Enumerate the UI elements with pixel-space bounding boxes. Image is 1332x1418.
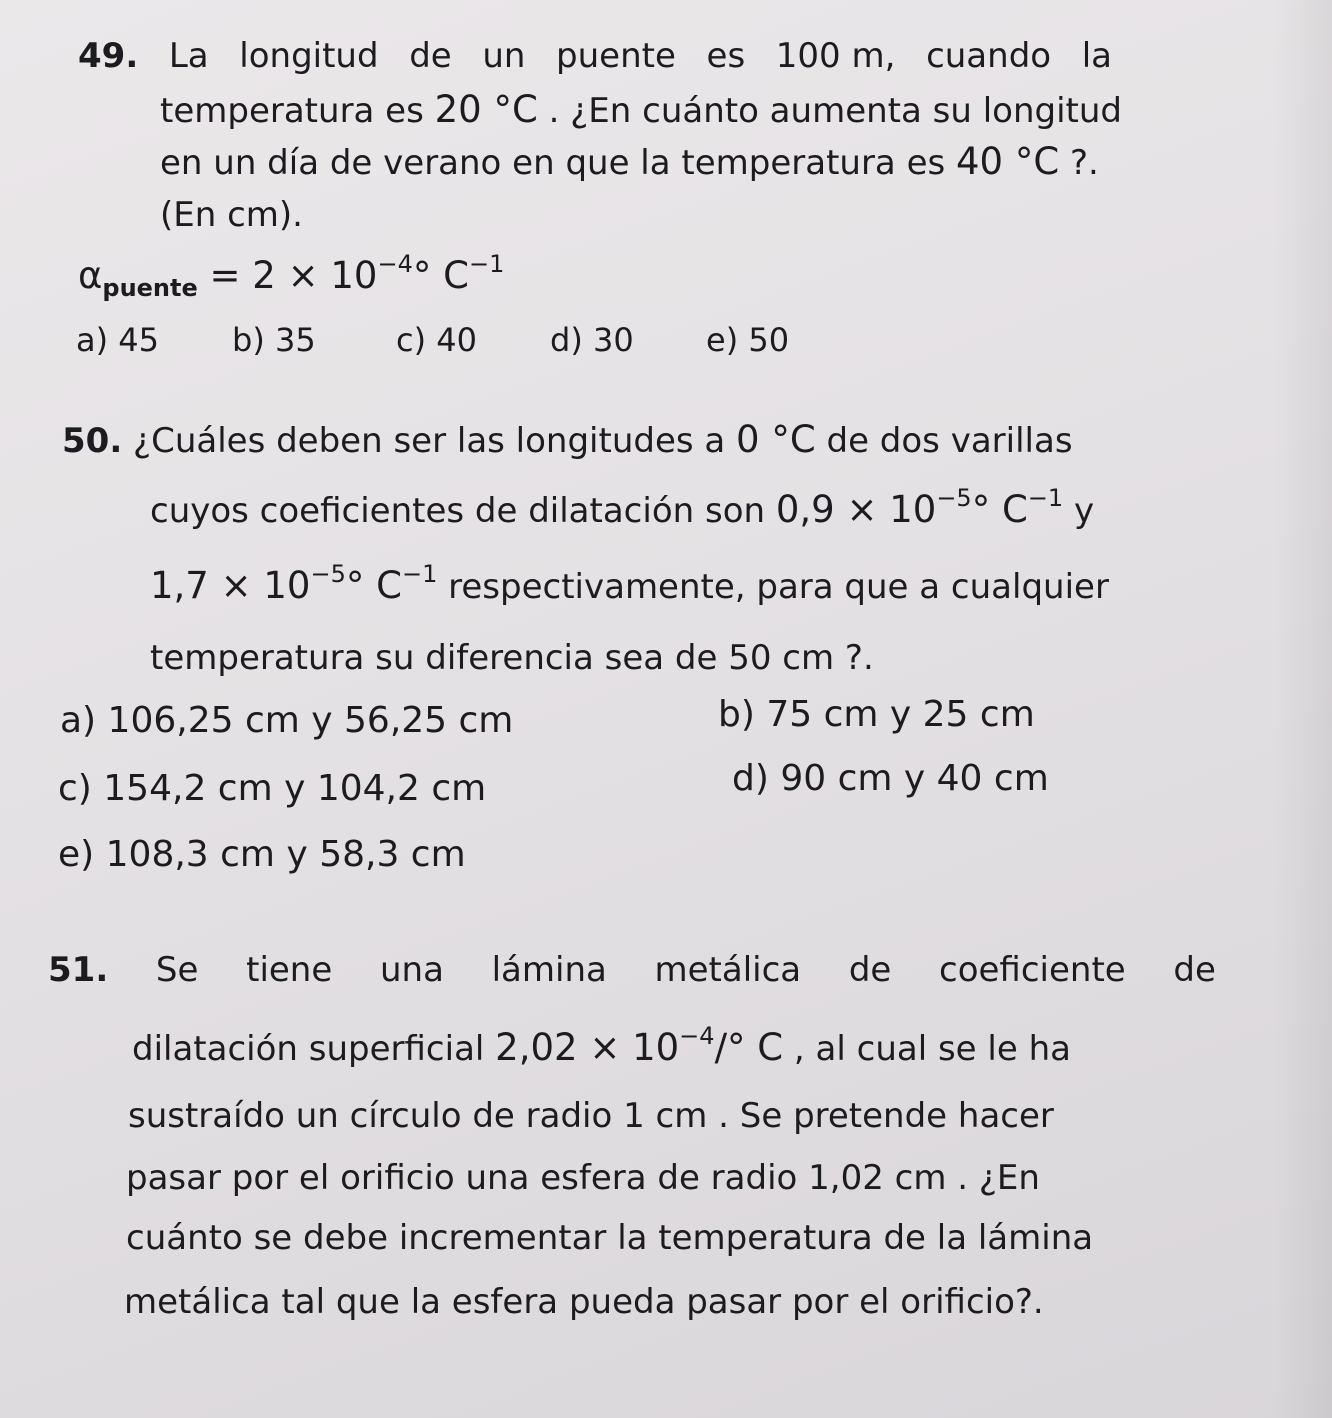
q50-temp: 0 °C — [736, 418, 816, 461]
q49-word: es — [706, 36, 746, 76]
q49-option-d: d) 30 — [550, 321, 634, 359]
q49-line-4: (En cm). — [160, 195, 303, 235]
q51-line-1 — [48, 950, 1216, 990]
q51-line-3: sustraído un círculo de radio 1 cm . Se pretende hacer — [128, 1096, 1054, 1136]
q49-temp-final: 40 °C — [956, 140, 1060, 183]
q49-option-a: a) 45 — [76, 321, 159, 359]
q50-coef-2-unit: ° C — [345, 564, 402, 607]
q51-line-4: pasar por el orificio una esfera de radio 1,02 cm . ¿En — [126, 1158, 1040, 1198]
q49-option-c: c) 40 — [396, 321, 477, 359]
q51-word: de — [1173, 950, 1216, 990]
q49-line-3 — [160, 142, 1099, 183]
q50-coef-1-unit-exponent: −1 — [1027, 484, 1064, 512]
q49-word: puente — [556, 36, 676, 76]
q49-option-b: b) 35 — [232, 321, 316, 359]
q49-word: la — [1081, 36, 1112, 76]
q49-temp-initial: 20 °C — [434, 88, 538, 131]
q50-text: cuyos coeficientes de dilatación son — [150, 491, 776, 531]
q50-text: respectivamente, para que a cualquier — [437, 567, 1109, 607]
q51-word: coeficiente — [939, 950, 1126, 990]
alpha-exponent: −4 — [377, 250, 413, 278]
q49-number: 49. — [78, 36, 139, 76]
q51-word: de — [848, 950, 892, 990]
q49-line-1 — [78, 36, 1112, 76]
q49-word: La — [168, 36, 209, 76]
alpha-subscript: puente — [102, 274, 198, 302]
q49-word: 100 m, — [775, 36, 896, 76]
q50-coef-1-exponent: −5 — [936, 484, 972, 512]
q49-alpha-formula — [78, 250, 505, 302]
q50-text: de dos varillas — [815, 421, 1073, 461]
q50-number: 50. — [62, 421, 123, 461]
q49-text: temperatura es — [160, 91, 435, 131]
q49-text: . ¿En cuánto aumenta su longitud — [537, 91, 1122, 131]
q51-text: , al cual se le ha — [783, 1029, 1071, 1069]
q51-coef-exponent: −4 — [679, 1022, 715, 1050]
q50-coef-2-exponent: −5 — [310, 560, 346, 588]
q50-line-2 — [150, 484, 1095, 531]
q50-text: ¿Cuáles deben ser las longitudes a — [122, 421, 737, 461]
q50-option-e: e) 108,3 cm y 58,3 cm — [58, 834, 466, 875]
q49-text: ?. — [1059, 143, 1099, 183]
alpha-unit-exponent: −1 — [468, 250, 505, 278]
q51-word: lámina — [491, 950, 607, 990]
alpha-unit: ° C — [412, 254, 469, 297]
q50-line-3 — [150, 560, 1109, 607]
q49-word: longitud — [239, 36, 379, 76]
q51-word: metálica — [654, 950, 802, 990]
q51-text: dilatación superficial — [132, 1029, 496, 1069]
q50-coef-1: 0,9 × 10 — [775, 488, 937, 531]
q51-line-6: metálica tal que la esfera pueda pasar por el orificio?. — [124, 1282, 1044, 1322]
q50-coef-1-unit: ° C — [971, 488, 1028, 531]
q50-text: y — [1063, 491, 1095, 531]
alpha-symbol: α — [78, 254, 103, 297]
q49-word: un — [482, 36, 526, 76]
q51-coef: 2,02 × 10 — [495, 1026, 680, 1069]
q51-line-2 — [132, 1022, 1071, 1069]
page-edge-shadow — [1272, 0, 1332, 1418]
q51-coef-unit: /° C — [714, 1026, 784, 1069]
q50-coef-2: 1,7 × 10 — [150, 564, 311, 607]
q50-coef-2-unit-exponent: −1 — [401, 560, 438, 588]
q50-option-c: c) 154,2 cm y 104,2 cm — [58, 768, 487, 809]
q51-word: tiene — [246, 950, 333, 990]
q49-word: cuando — [926, 36, 1052, 76]
q50-option-b: b) 75 cm y 25 cm — [718, 694, 1035, 735]
q51-number: 51. — [48, 950, 109, 990]
q50-option-a: a) 106,25 cm y 56,25 cm — [60, 700, 514, 741]
alpha-value: = 2 × 10 — [197, 254, 378, 297]
q51-word: una — [379, 950, 444, 990]
q50-line-1 — [62, 420, 1073, 461]
q49-word: de — [409, 36, 452, 76]
q49-option-e: e) 50 — [706, 321, 790, 359]
q49-text: en un día de verano en que la temperatura es — [160, 143, 957, 183]
q51-word: Se — [155, 950, 199, 990]
q50-option-d: d) 90 cm y 40 cm — [732, 758, 1049, 799]
q49-line-2 — [160, 90, 1122, 131]
q51-line-5: cuánto se debe incrementar la temperatura de la lámina — [126, 1218, 1094, 1258]
q50-line-4: temperatura su diferencia sea de 50 cm ?. — [150, 638, 874, 678]
